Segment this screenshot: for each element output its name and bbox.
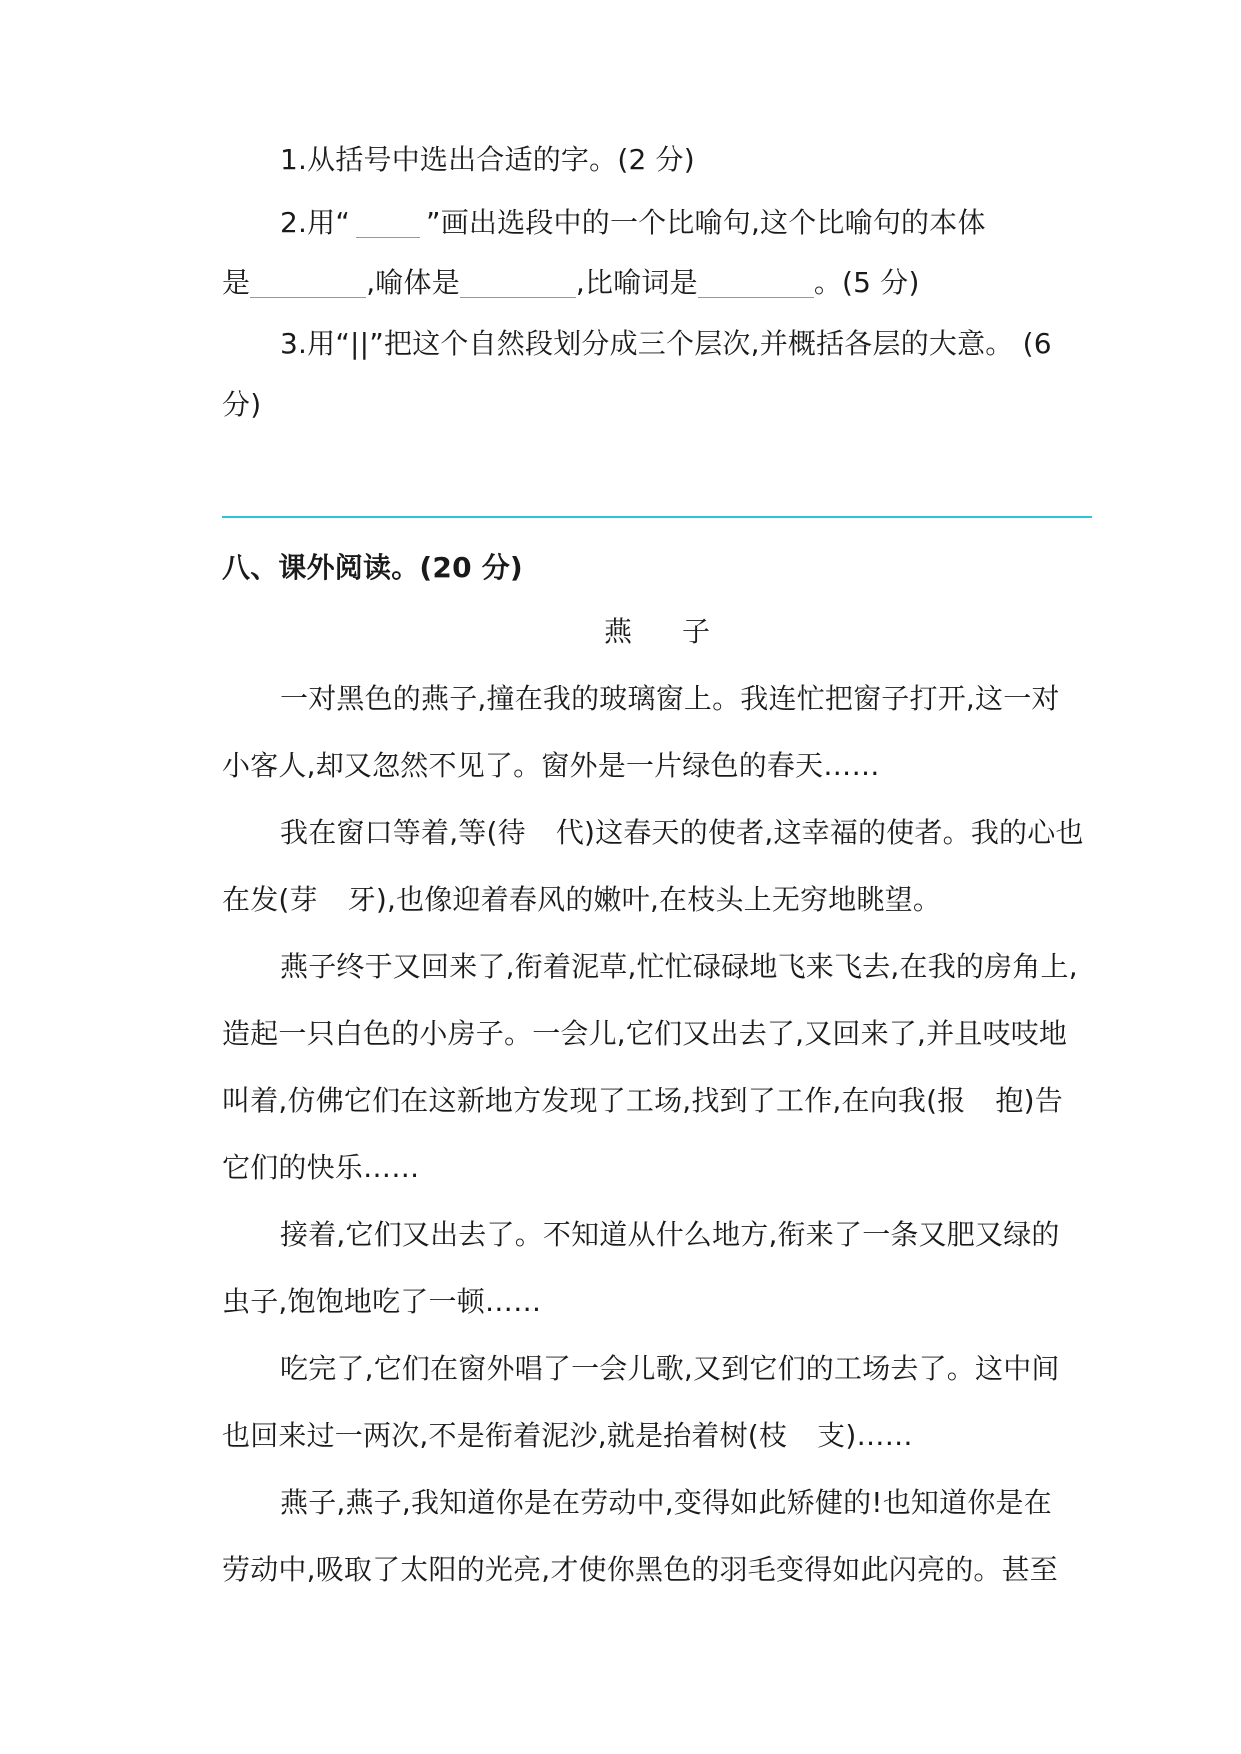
question-2-label-comparator: ,比喻词是 xyxy=(575,266,698,299)
passage-text: 也回来过一两次,不是衔着泥沙,就是抬着树(枝 xyxy=(222,1419,788,1452)
question-3-text: 3.用“||”把这个自然段划分成三个层次,并概括各层的大意。 (6 xyxy=(280,327,1052,360)
question-2-score: 。(5 分) xyxy=(813,266,920,299)
passage-text: 在发(芽 xyxy=(222,883,318,916)
passage-text: 我在窗口等着,等(待 xyxy=(280,816,526,849)
passage-line xyxy=(222,1081,1092,1121)
question-2-line-1 xyxy=(280,203,1092,243)
passage-text: 支)…… xyxy=(817,1419,913,1452)
passage-line: 小客人,却又忽然不见了。窗外是一片绿色的春天…… xyxy=(222,749,880,782)
passage-line: 造起一只白色的小房子。一会儿,它们又出去了,又回来了,并且吱吱地 xyxy=(222,1017,1068,1050)
vehicle-blank[interactable] xyxy=(460,267,576,298)
passage-text: 代)这春天的使者,这幸福的使者。我的心也 xyxy=(555,816,1084,849)
answer-line[interactable] xyxy=(222,516,1092,518)
passage-line xyxy=(280,813,1092,853)
section-heading xyxy=(222,548,1092,588)
section-heading-text: 八、课外阅读。(20 分) xyxy=(222,551,523,584)
passage-line: 燕子终于又回来了,衔着泥草,忙忙碌碌地飞来飞去,在我的房角上, xyxy=(280,950,1078,983)
passage-line: 燕子,燕子,我知道你是在劳动中,变得如此矫健的!也知道你是在 xyxy=(280,1486,1052,1519)
underline-sample xyxy=(356,207,420,238)
question-2-text-a: 2.用“ xyxy=(280,206,351,239)
passage-text: 牙),也像迎着春风的嫩叶,在枝头上无穷地眺望。 xyxy=(347,883,942,916)
question-3-line-1 xyxy=(280,324,1092,364)
passage-title: 燕子 xyxy=(603,615,760,648)
passage-line: 一对黑色的燕子,撞在我的玻璃窗上。我连忙把窗子打开,这一对 xyxy=(280,682,1060,715)
passage-text: 抱)告 xyxy=(995,1084,1063,1117)
passage-line xyxy=(222,1416,1092,1456)
question-2-label-tenor: 是 xyxy=(222,266,251,299)
passage-line: 接着,它们又出去了。不知道从什么地方,衔来了一条又肥又绿的 xyxy=(280,1218,1060,1251)
question-2-line-2 xyxy=(222,263,1092,303)
passage-line: 虫子,饱饱地吃了一顿…… xyxy=(222,1285,542,1318)
passage-line xyxy=(222,880,1092,920)
question-2-label-vehicle: ,喻体是 xyxy=(366,266,460,299)
passage-text: 叫着,仿佛它们在这新地方发现了工场,找到了工作,在向我(报 xyxy=(222,1084,966,1117)
question-3-line-2 xyxy=(222,385,1092,425)
passage-line: 吃完了,它们在窗外唱了一会儿歌,又到它们的工场去了。这中间 xyxy=(280,1352,1060,1385)
question-2-text-b: ”画出选段中的一个比喻句,这个比喻句的本体 xyxy=(426,206,986,239)
passage-line: 它们的快乐…… xyxy=(222,1151,420,1184)
tenor-blank[interactable] xyxy=(250,267,366,298)
question-3-score: 分) xyxy=(222,388,262,421)
question-1-text: 1.从括号中选出合适的字。(2 分) xyxy=(280,143,695,176)
comparator-blank[interactable] xyxy=(698,267,814,298)
passage-line: 劳动中,吸取了太阳的光亮,才使你黑色的羽毛变得如此闪亮的。甚至 xyxy=(222,1553,1059,1586)
question-1 xyxy=(280,140,1092,180)
